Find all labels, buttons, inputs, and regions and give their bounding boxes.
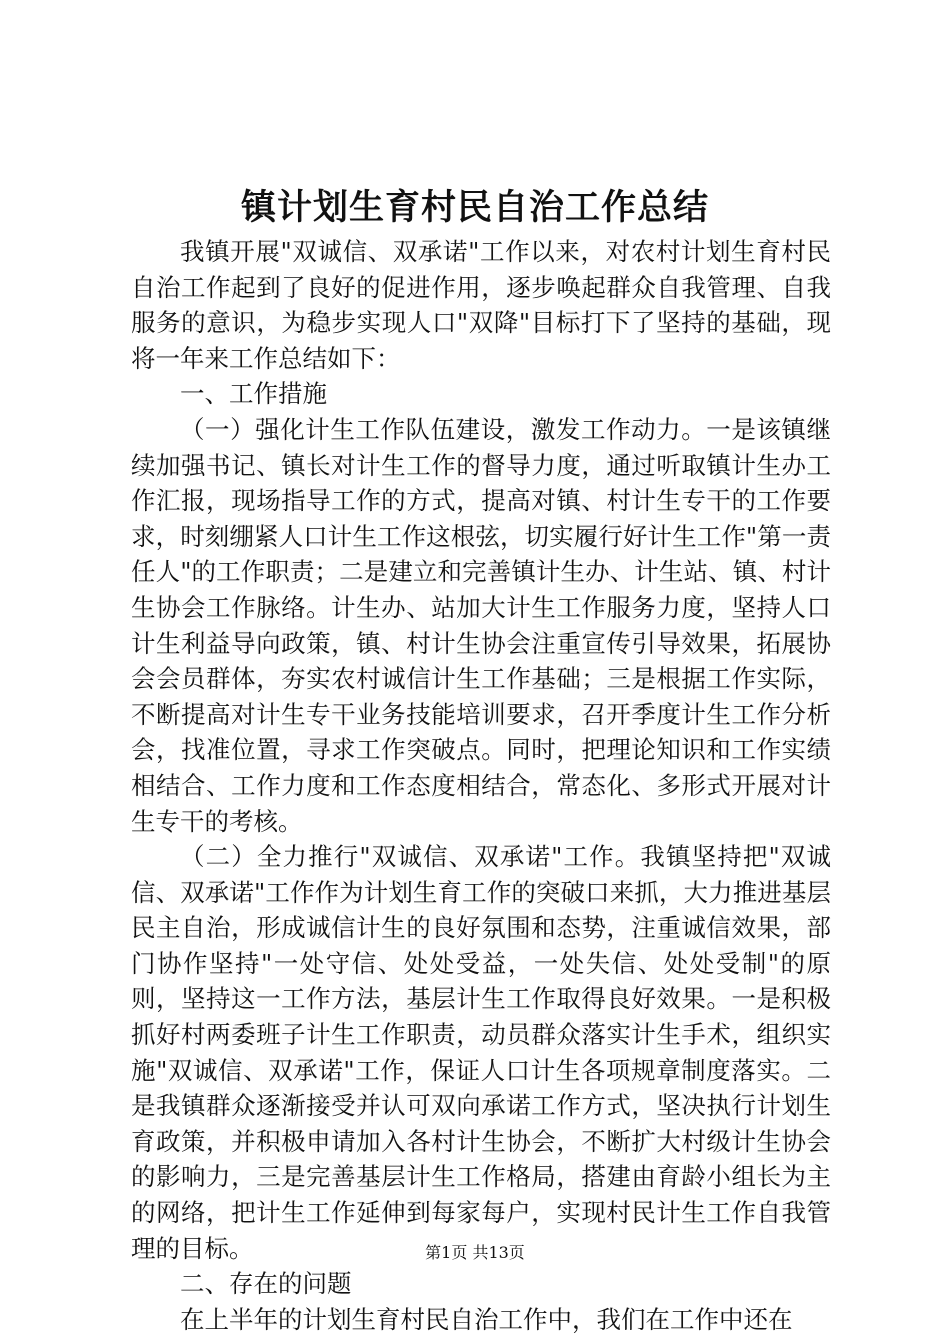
section-heading-problems: 二、存在的问题 [180,1269,352,1299]
page-footer: 第1页 共13页 [425,1243,525,1262]
paragraph-team-building: （一）强化计生工作队伍建设，激发工作动力。一是该镇继续加强书记、镇长对计生工作的督导力度，通过听取镇计生办工作汇报，现场指导工作的方式，提高对镇、村计生专干的工作要求，时刻绷紧人口计生工作这根弦，切实履行好计生工作"第一责任人"的工作职责；二是建立和完善镇计生办、计生站、镇、村计生协会工作脉络。计生办、站加大计生工作服务力度，坚持人口计生利益导向政策，镇、村计生协会注重宣传引导效果，拓展协会会员群体，夯实农村诚信计生工作基础；三是根据工作实际，不断提高对计生专干业务技能培训要求，召开季度计生工作分析会，找准位置，寻求工作突破点。同时，把理论知识和工作实绩相结合、工作力度和工作态度相结合，常态化、多形式开展对计生专干的考核。 [131,414,831,836]
paragraph-double-integrity: （二）全力推行"双诚信、双承诺"工作。我镇坚持把"双诚信、双承诺"工作作为计划生育工作的突破口来抓，大力推进基层民主自治，形成诚信计生的良好氛围和态势，注重诚信效果，部门协作坚持"一处守信、处处受益，一处失信、处处受制"的原则，坚持这一工作方法，基层计生工作取得良好效果。一是积极抓好村两委班子计生工作职责，动员群众落实计生手术，组织实施"双诚信、双承诺"工作，保证人口计生各项规章制度落实。二是我镇群众逐渐接受并认可双向承诺工作方式，坚决执行计划生育政策，并积极申请加入各村计生协会，不断扩大村级计生协会的影响力，三是完善基层计生工作格局，搭建由育龄小组长为主的网络，把计生工作延伸到每家每户，实现村民计生工作自我管理的目标。 [131,842,831,1263]
document-body [131,234,831,1337]
paragraph-problems: 在上半年的计划生育村民自治工作中，我们在工作中还在 [180,1304,793,1334]
document-title: 镇计划生育村民自治工作总结 [240,187,709,228]
section-heading-measures: 一、工作措施 [180,379,327,409]
intro-paragraph: 我镇开展"双诚信、双承诺"工作以来，对农村计划生育村民自治工作起到了良好的促进作用，逐步唤起群众自我管理、自我服务的意识，为稳步实现人口"双降"目标打下了坚持的基础，现将一年来工作总结如下： [131,237,831,373]
